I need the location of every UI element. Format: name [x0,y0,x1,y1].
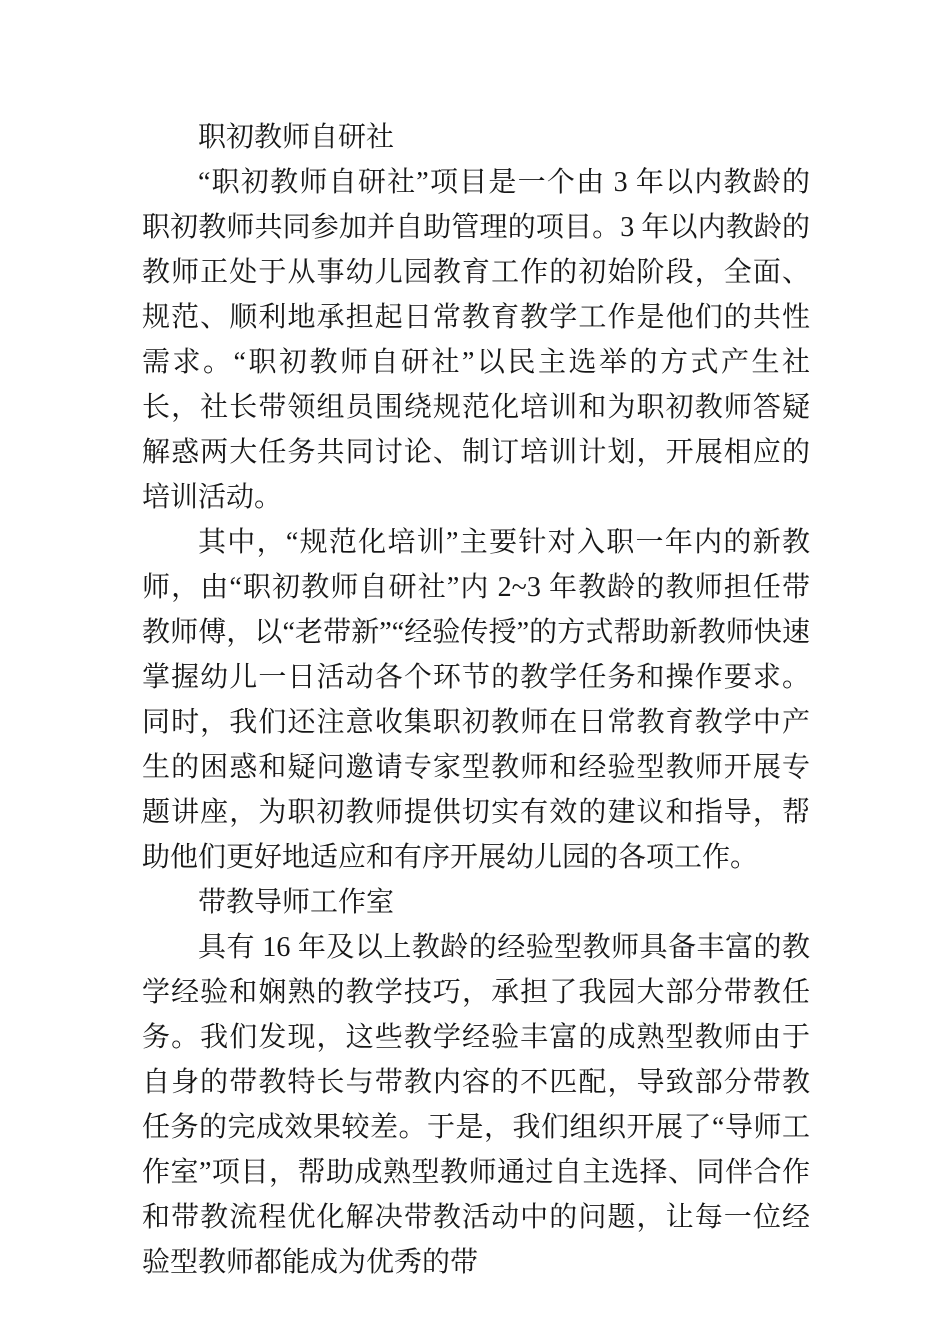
paragraph-standardized-training: 其中，“规范化培训”主要针对入职一年内的新教师，由“职初教师自研社”内 2~3 年教龄的教师担任带教师傅，以“老带新”“经验传授”的方式帮助新教师快速掌握幼儿一日活动各个环节的教学任务和操作要求。同时，我们还注意收集职初教师在日常教育教学中产生的困惑和疑问邀请专家型教师和经验型教师开展专题讲座，为职初教师提供切实有效的建议和指导，帮助他们更好地适应和有序开展幼儿园的各项工作。 [142,527,810,873]
paragraph-intro-self-research-club: “职初教师自研社”项目是一个由 3 年以内教龄的职初教师共同参加并自助管理的项目。3 年以内教龄的教师正处于从事幼儿园教育工作的初始阶段，全面、规范、顺利地承担起日常教育教学工作是他们的共性需求。“职初教师自研社”以民主选举的方式产生社长，社长带领组员围绕规范化培训和为职初教师答疑解惑两大任务共同讨论、制订培训计划，开展相应的培训活动。 [142,167,810,513]
paragraph-mentor-workshop: 具有 16 年及以上教龄的经验型教师具备丰富的教学经验和娴熟的教学技巧，承担了我园大部分带教任务。我们发现，这些教学经验丰富的成熟型教师由于自身的带教特长与带教内容的不匹配，导致部分带教任务的完成效果较差。于是，我们组织开展了“导师工作室”项目，帮助成熟型教师通过自主选择、同伴合作和带教流程优化解决带教活动中的问题，让每一位经验型教师都能成为优秀的带 [142,932,810,1278]
section-heading-zhichu-jiaoshi-zi-yan-she: 职初教师自研社 [198,122,395,153]
document-body-text [142,115,810,1285]
section-heading-daijiao-daoshi-gongzuoshi: 带教导师工作室 [198,887,395,918]
